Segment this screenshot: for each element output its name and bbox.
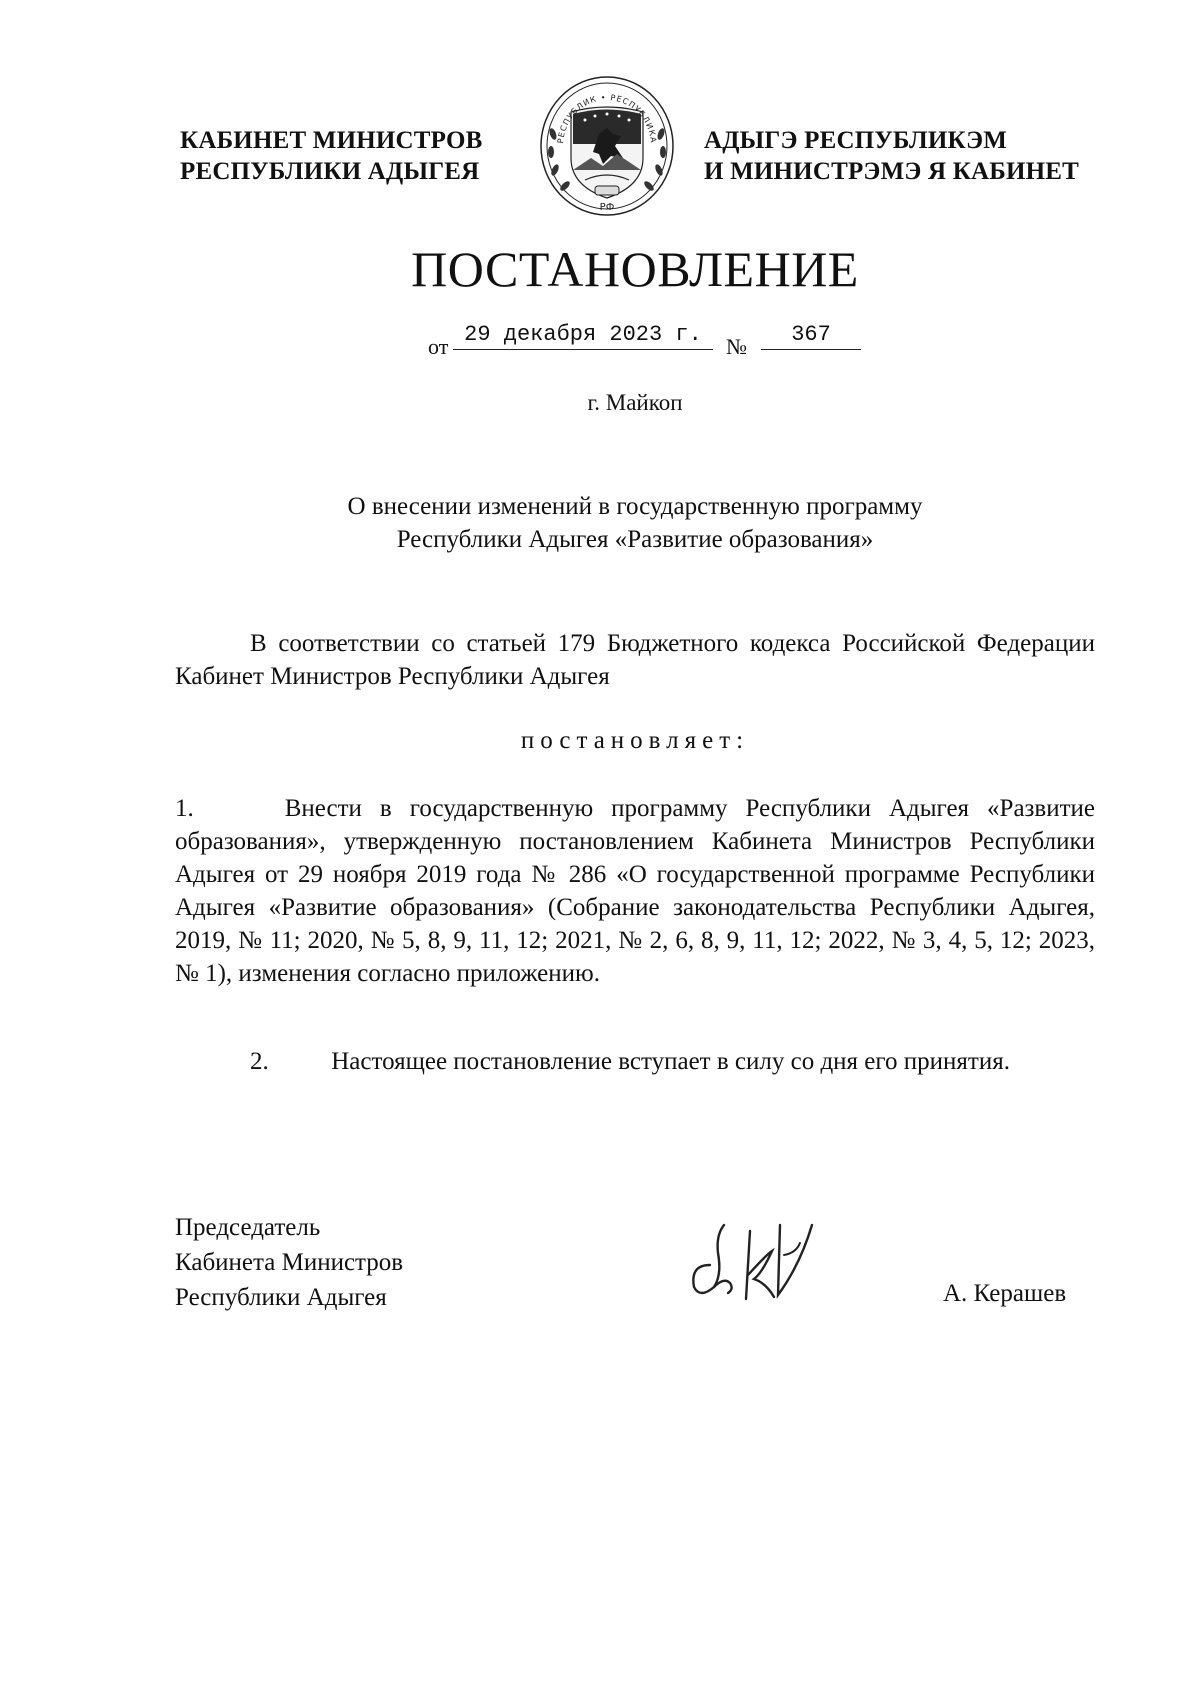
header-right-line1: АДЫГЭ РЕСПУБЛИКЭМ [704, 127, 1008, 154]
date-number-row [428, 322, 831, 362]
title-line1: О внесении изменений в государственную программу [347, 493, 923, 520]
clause-1-number: 1. [175, 795, 194, 822]
clause-2-text: Настоящее постановление вступает в силу со дня его принятия. [331, 1048, 1010, 1075]
date-prefix: от [428, 334, 449, 359]
number-prefix: № [726, 334, 747, 359]
header-right-line2: И МИНИСТРЭМЭ Я КАБИНЕТ [704, 158, 1080, 185]
position-line3: Республики Адыгея [175, 1284, 387, 1311]
date-value: 29 декабря 2023 г. [453, 322, 713, 350]
clause-1-text: Внести в государственную программу Республики Адыгея «Развитие образования», утвержденную постановлением Кабинета Министров Республики Адыгея от 29 ноября 2019 года № 286 «О государственной программе Республики Адыгея «Развитие образования» (Собрание законодательства Республики Адыгея, 2019, № 11; 2020, № 5, 8, 9, 11, 12; 2021, № 2, 6, 8, 9, 11, 12; 2022, № 3, 4, 5, 12; 2023, № 1), изменения согласно приложению. [175, 795, 1095, 987]
emblem-bottom-text: РФ [599, 202, 615, 213]
document-type: ПОСТАНОВЛЕНИЕ [411, 241, 859, 297]
signer-name: А. Керашев [943, 1280, 1067, 1307]
header-left-line2: РЕСПУБЛИКИ АДЫГЕЯ [180, 158, 480, 185]
city: г. Майкоп [587, 390, 683, 415]
header-left [180, 125, 510, 187]
position-line1: Председатель [175, 1214, 321, 1241]
header-right [704, 125, 1084, 187]
clause-2-number: 2. [250, 1048, 269, 1075]
handwritten-signature [680, 1195, 850, 1315]
clause-2 [250, 1045, 1095, 1078]
intro-paragraph: В соответствии со статьей 179 Бюджетного кодекса Российской Федерации Кабинет Министров Республики Адыгея [175, 630, 1095, 690]
coat-of-arms-emblem [537, 74, 677, 218]
signatory-position [175, 1210, 403, 1315]
title-line2: Республики Адыгея «Развитие образования» [396, 526, 874, 553]
position-line2: Кабинета Министров [175, 1249, 404, 1276]
emblem-top-text: РЕСПУБЛИК • РЕСПУБЛИКА [556, 92, 659, 144]
document-title [175, 490, 1095, 556]
number-value: 367 [761, 322, 861, 350]
clause-1 [175, 792, 1095, 990]
decree-word: постановляет: [520, 727, 750, 754]
header-left-line1: КАБИНЕТ МИНИСТРОВ [180, 127, 483, 154]
